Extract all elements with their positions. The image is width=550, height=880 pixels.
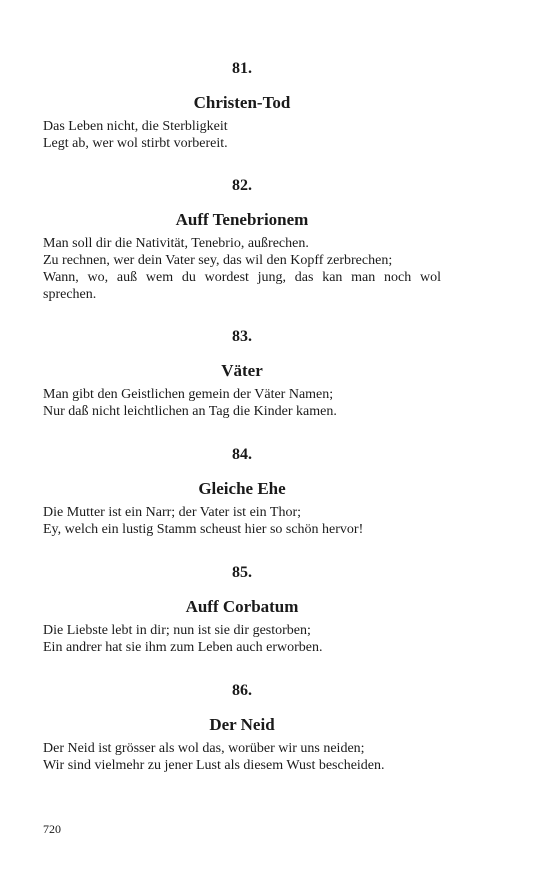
epigram-text — [43, 235, 441, 303]
verse-line: Ein andrer hat sie ihm zum Leben auch erworben. — [43, 640, 323, 655]
epigram-number: 82. — [232, 177, 252, 194]
epigram-number: 86. — [232, 682, 252, 699]
verse-line: Das Leben nicht, die Sterbligkeit — [43, 119, 228, 134]
verse-line: Die Liebste lebt in dir; nun ist sie dir gestorben; — [43, 623, 311, 638]
epigram-text — [43, 740, 441, 774]
epigram-83 — [43, 327, 441, 420]
verse-line: Man soll dir die Nativität, Tenebrio, außrechen. — [43, 236, 309, 251]
verse-line: Nur daß nicht leichtlichen an Tag die Kinder kamen. — [43, 404, 337, 419]
epigram-number: 81. — [232, 60, 252, 77]
epigram-title: Der Neid — [209, 715, 275, 734]
epigram-number: 84. — [232, 446, 252, 463]
epigram-text — [43, 622, 441, 656]
epigram-number: 83. — [232, 328, 252, 345]
verse-line: Ey, welch ein lustig Stamm scheust hier so schön hervor! — [43, 522, 364, 537]
epigram-text — [43, 118, 441, 152]
verse-line: Wir sind vielmehr zu jener Lust als diesem Wust bescheiden. — [43, 758, 385, 773]
verse-line: Die Mutter ist ein Narr; der Vater ist ein Thor; — [43, 505, 302, 520]
verse-line: sprechen. — [43, 287, 97, 302]
epigram-85 — [43, 563, 441, 656]
epigram-84 — [43, 445, 441, 538]
epigram-number: 85. — [232, 564, 252, 581]
epigram-title: Gleiche Ehe — [198, 479, 286, 498]
verse-line: Legt ab, wer wol stirbt vorbereit. — [43, 136, 228, 151]
epigram-title: Väter — [221, 361, 263, 380]
verse-line: Der Neid ist grösser als wol das, worüber wir uns neiden; — [43, 741, 365, 756]
verse-line: Wann, wo, auß wem du wordest jung, das kan man noch wol — [43, 270, 441, 285]
epigram-86 — [43, 681, 441, 774]
epigram-text — [43, 386, 441, 420]
verse-line: Zu rechnen, wer dein Vater sey, das wil den Kopff zerbrechen; — [43, 253, 393, 268]
epigram-text — [43, 504, 441, 538]
verse-line: Man gibt den Geistlichen gemein der Väter Namen; — [43, 387, 334, 402]
epigram-title: Auff Tenebrionem — [175, 210, 309, 229]
epigram-81 — [43, 59, 441, 152]
epigram-82 — [43, 176, 441, 303]
epigram-title: Auff Corbatum — [185, 597, 299, 616]
epigram-title: Christen-Tod — [193, 93, 291, 112]
page-number: 720 — [43, 822, 61, 836]
